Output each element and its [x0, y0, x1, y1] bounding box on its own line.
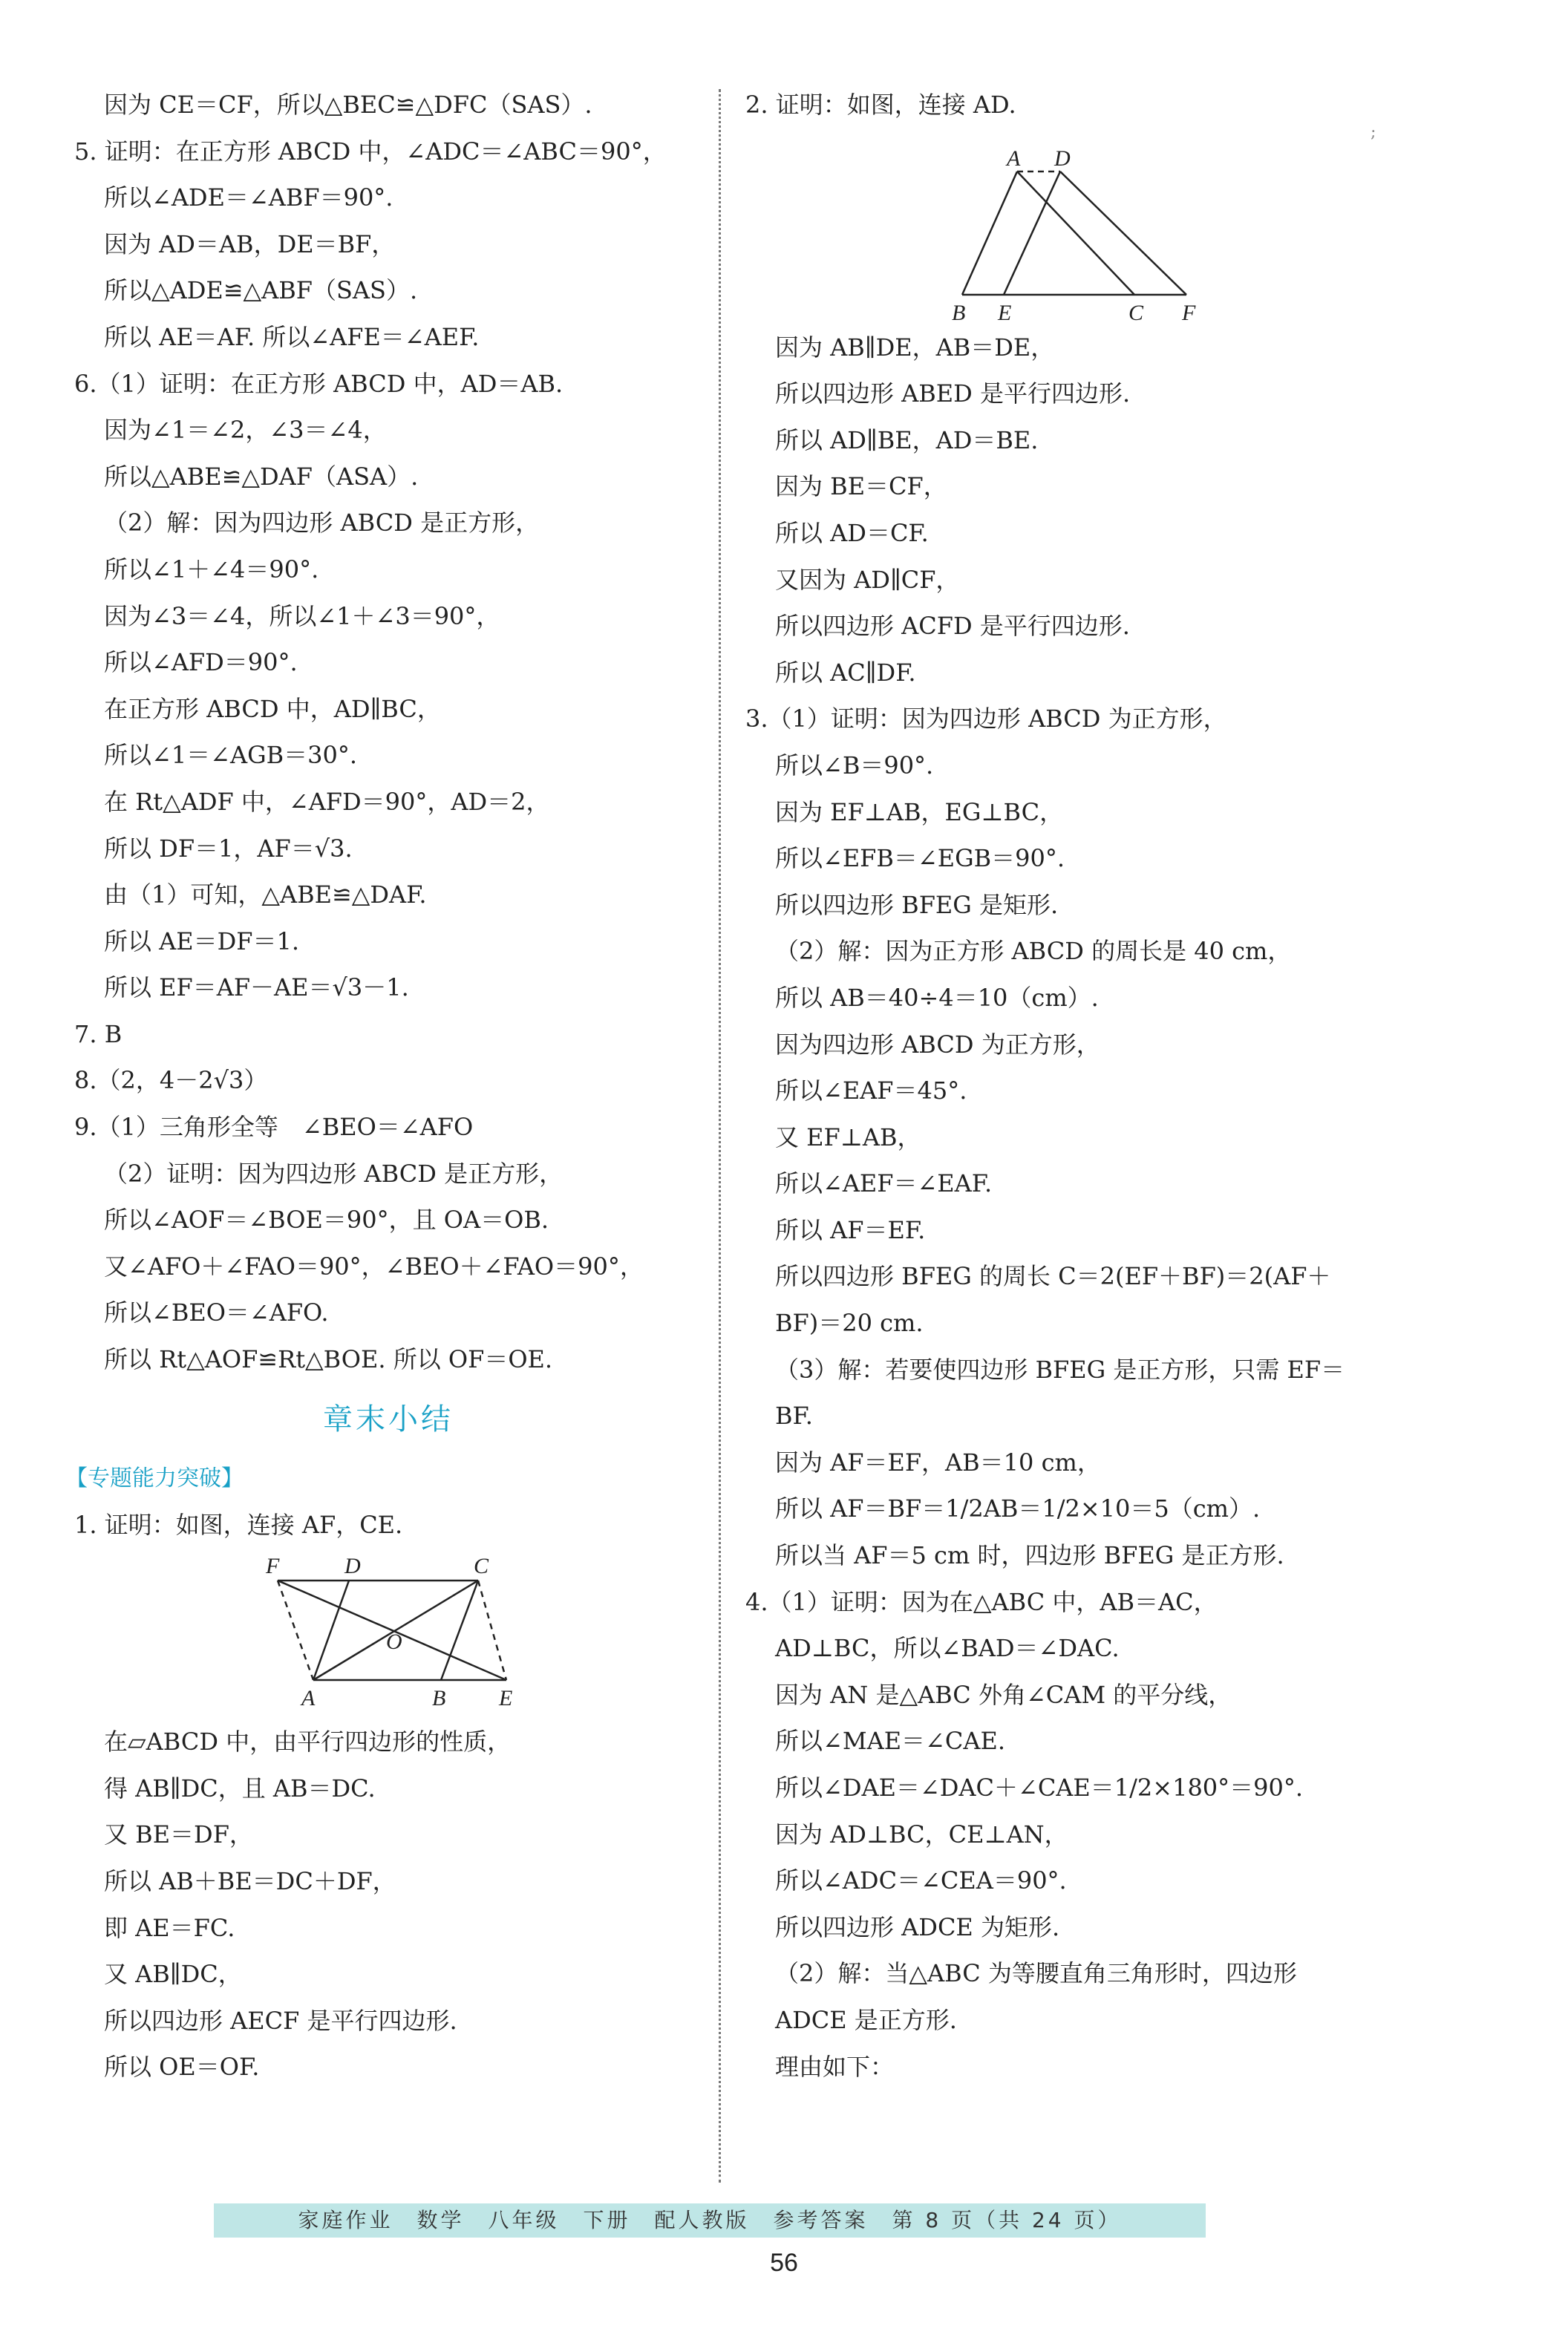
- text-line: 因为 EF⊥AB，EG⊥BC，: [775, 797, 1064, 826]
- label-F: F: [266, 1554, 280, 1579]
- label-A: A: [301, 1686, 316, 1711]
- text-line: 4.（1）证明：因为在△ABC 中，AB＝AC，: [745, 1587, 1218, 1616]
- label-D: D: [344, 1554, 361, 1579]
- line-DA: [313, 1581, 349, 1680]
- line-AB: [962, 171, 1017, 295]
- text-line: 5. 证明：在正方形 ABCD 中，∠ADC＝∠ABC＝90°，: [74, 137, 667, 166]
- text-line: 所以∠1＋∠4＝90°.: [104, 555, 319, 584]
- text-line: 所以 AD∥BE，AD＝BE.: [775, 425, 1039, 454]
- trapezoid-figure: [736, 128, 1405, 324]
- text-line: （2）证明：因为四边形 ABCD 是正方形，: [104, 1159, 564, 1188]
- column-divider: [719, 89, 721, 2183]
- text-line: ADCE 是正方形.: [775, 2005, 957, 2034]
- parallelogram-figure: [65, 1548, 711, 1719]
- text-line: 因为 AB∥DE，AB＝DE，: [775, 333, 1055, 362]
- text-line: 因为 AD⊥BC，CE⊥AN，: [775, 1820, 1068, 1849]
- text-line: 所以∠EAF＝45°.: [775, 1076, 967, 1105]
- text-line: 所以∠MAE＝∠CAE.: [775, 1727, 1005, 1756]
- label-B: B: [952, 300, 966, 324]
- text-line: 所以 AE＝AF. 所以∠AFE＝∠AEF.: [104, 322, 480, 351]
- text-line: 所以∠AEF＝∠EAF.: [775, 1169, 993, 1198]
- line-DE: [1004, 171, 1060, 295]
- text-line: AD⊥BC，所以∠BAD＝∠DAC.: [775, 1634, 1120, 1663]
- right-column: [736, 82, 1405, 2090]
- text-line: 又 BE＝DF，: [104, 1820, 253, 1849]
- text-line: 所以四边形 ADCE 为矩形.: [775, 1912, 1060, 1941]
- text-line: 所以∠B＝90°.: [775, 751, 934, 780]
- text-line: 即 AE＝FC.: [104, 1913, 235, 1942]
- line-DF: [1060, 171, 1186, 295]
- page-number: 56: [770, 2249, 798, 2277]
- text-line: 所以 AC∥DF.: [775, 658, 916, 687]
- parallelogram-diagram: [65, 1548, 711, 1719]
- text-line: （2）解：因为四边形 ABCD 是正方形，: [104, 509, 540, 537]
- topic-tag: 【专题能力突破】: [65, 1465, 244, 1491]
- text-line: 所以 AB＋BE＝DC＋DF，: [104, 1867, 396, 1895]
- label-B: B: [432, 1686, 446, 1711]
- text-line: （2）解：因为正方形 ABCD 的周长是 40 cm，: [775, 937, 1292, 966]
- text-line: 因为 AF＝EF，AB＝10 cm，: [775, 1448, 1101, 1477]
- text-line: 因为 AD＝AB，DE＝BF，: [104, 229, 396, 258]
- text-line: 因为 BE＝CF，: [775, 472, 947, 501]
- text-line: 所以∠ADE＝∠ABF＝90°.: [104, 183, 393, 212]
- line-FA: [278, 1581, 313, 1680]
- text-line: 所以 EF＝AF－AE＝√3－1.: [104, 973, 409, 1002]
- text-line: 所以 AD＝CF.: [775, 518, 929, 547]
- label-E: E: [499, 1686, 513, 1711]
- text-line: 所以 AF＝BF＝1/2AB＝1/2×10＝5（cm）.: [775, 1494, 1261, 1523]
- text-line: 8.（2，4－2√3）: [74, 1066, 268, 1095]
- text-line: BF)＝20 cm.: [775, 1309, 924, 1338]
- line-AC: [1017, 171, 1134, 295]
- text-line: 因为 CE＝CF，所以△BEC≌△DFC（SAS）.: [104, 91, 592, 119]
- text-line: 所以 OE＝OF.: [104, 2053, 260, 2082]
- text-line: 所以∠AOF＝∠BOE＝90°，且 OA＝OB.: [104, 1206, 549, 1235]
- text-line: 所以∠DAE＝∠DAC＋∠CAE＝1/2×180°＝90°.: [775, 1774, 1304, 1802]
- text-line: 所以四边形 BFEG 是矩形.: [775, 890, 1059, 919]
- text-line: 所以△ADE≌△ABF（SAS）.: [104, 276, 418, 305]
- text-line: 又因为 AD∥CF，: [775, 565, 960, 594]
- question-intro: 2. 证明：如图，连接 AD.: [745, 91, 1016, 119]
- text-line: 所以 Rt△AOF≌Rt△BOE. 所以 OF＝OE.: [104, 1345, 553, 1374]
- text-line: 在 Rt△ADF 中，∠AFD＝90°，AD＝2，: [104, 787, 550, 816]
- text-line: 所以四边形 ACFD 是平行四边形.: [775, 612, 1130, 641]
- text-line: 因为∠1＝∠2，∠3＝∠4，: [104, 416, 387, 445]
- text-line: 7. B: [74, 1019, 122, 1048]
- text-line: 所以∠EFB＝∠EGB＝90°.: [775, 844, 1065, 873]
- text-line: 理由如下：: [775, 2052, 895, 2081]
- text-line: 在▱ABCD 中，由平行四边形的性质，: [104, 1728, 512, 1756]
- text-line: 所以当 AF＝5 cm 时，四边形 BFEG 是正方形.: [775, 1541, 1284, 1570]
- text-line: 所以四边形 BFEG 的周长 C＝2(EF＋BF)＝2(AF＋: [775, 1262, 1331, 1291]
- text-line: 得 AB∥DC，且 AB＝DC.: [104, 1774, 376, 1803]
- text-line: 所以 AF＝EF.: [775, 1215, 926, 1244]
- text-line: 在正方形 ABCD 中，AD∥BC，: [104, 694, 441, 723]
- text-line: 因为四边形 ABCD 为正方形，: [775, 1030, 1100, 1059]
- text-line: 3.（1）证明：因为四边形 ABCD 为正方形，: [745, 705, 1227, 733]
- corner-mark: ;: [1371, 123, 1376, 142]
- label-C: C: [1128, 300, 1144, 324]
- text-line: （2）解：当△ABC 为等腰直角三角形时，四边形: [775, 1959, 1297, 1988]
- text-line: 因为∠3＝∠4，所以∠1＋∠3＝90°，: [104, 601, 500, 630]
- text-line: 所以 AE＝DF＝1.: [104, 926, 300, 955]
- text-line: 所以∠BEO＝∠AFO.: [104, 1298, 329, 1327]
- text-line: 6.（1）证明：在正方形 ABCD 中，AD＝AB.: [74, 369, 564, 398]
- text-line: 所以 DF＝1，AF＝√3.: [104, 834, 353, 863]
- line-CE: [478, 1581, 506, 1680]
- label-F: F: [1182, 300, 1196, 324]
- text-line: 又 AB∥DC，: [104, 1960, 242, 1989]
- text-line: 所以四边形 ABED 是平行四边形.: [775, 379, 1131, 408]
- text-line: 所以△ABE≌△DAF（ASA）.: [104, 462, 419, 491]
- label-O: O: [386, 1630, 402, 1655]
- question-intro: 1. 证明：如图，连接 AF，CE.: [74, 1510, 403, 1539]
- trapezoid-diagram: [736, 128, 1405, 324]
- text-line: 所以四边形 AECF 是平行四边形.: [104, 2006, 457, 2035]
- text-line: 由（1）可知，△ABE≌△DAF.: [104, 880, 427, 909]
- left-column: [65, 82, 711, 2091]
- section-title: 章末小结: [323, 1402, 454, 1437]
- label-A: A: [1007, 146, 1021, 171]
- label-E: E: [998, 300, 1012, 324]
- text-line: 又 EF⊥AB，: [775, 1122, 921, 1151]
- label-C: C: [474, 1554, 489, 1579]
- footer-bar: 家庭作业 数学 八年级 下册 配人教版 参考答案 第 8 页（共 24 页）: [214, 2203, 1206, 2238]
- text-line: 所以∠1＝∠AGB＝30°.: [104, 741, 358, 770]
- text-line: BF.: [775, 1402, 813, 1431]
- text-line: 又∠AFO＋∠FAO＝90°，∠BEO＋∠FAO＝90°，: [104, 1252, 644, 1281]
- text-line: 所以 AB＝40÷4＝10（cm）.: [775, 983, 1099, 1012]
- text-line: 因为 AN 是△ABC 外角∠CAM 的平分线，: [775, 1680, 1232, 1709]
- label-D: D: [1054, 146, 1071, 171]
- text-line: 所以∠ADC＝∠CEA＝90°.: [775, 1866, 1067, 1895]
- text-line: （3）解：若要使四边形 BFEG 是正方形，只需 EF＝: [775, 1355, 1345, 1384]
- text-line: 9.（1）三角形全等 ∠BEO＝∠AFO: [74, 1113, 474, 1142]
- text-line: 所以∠AFD＝90°.: [104, 648, 298, 677]
